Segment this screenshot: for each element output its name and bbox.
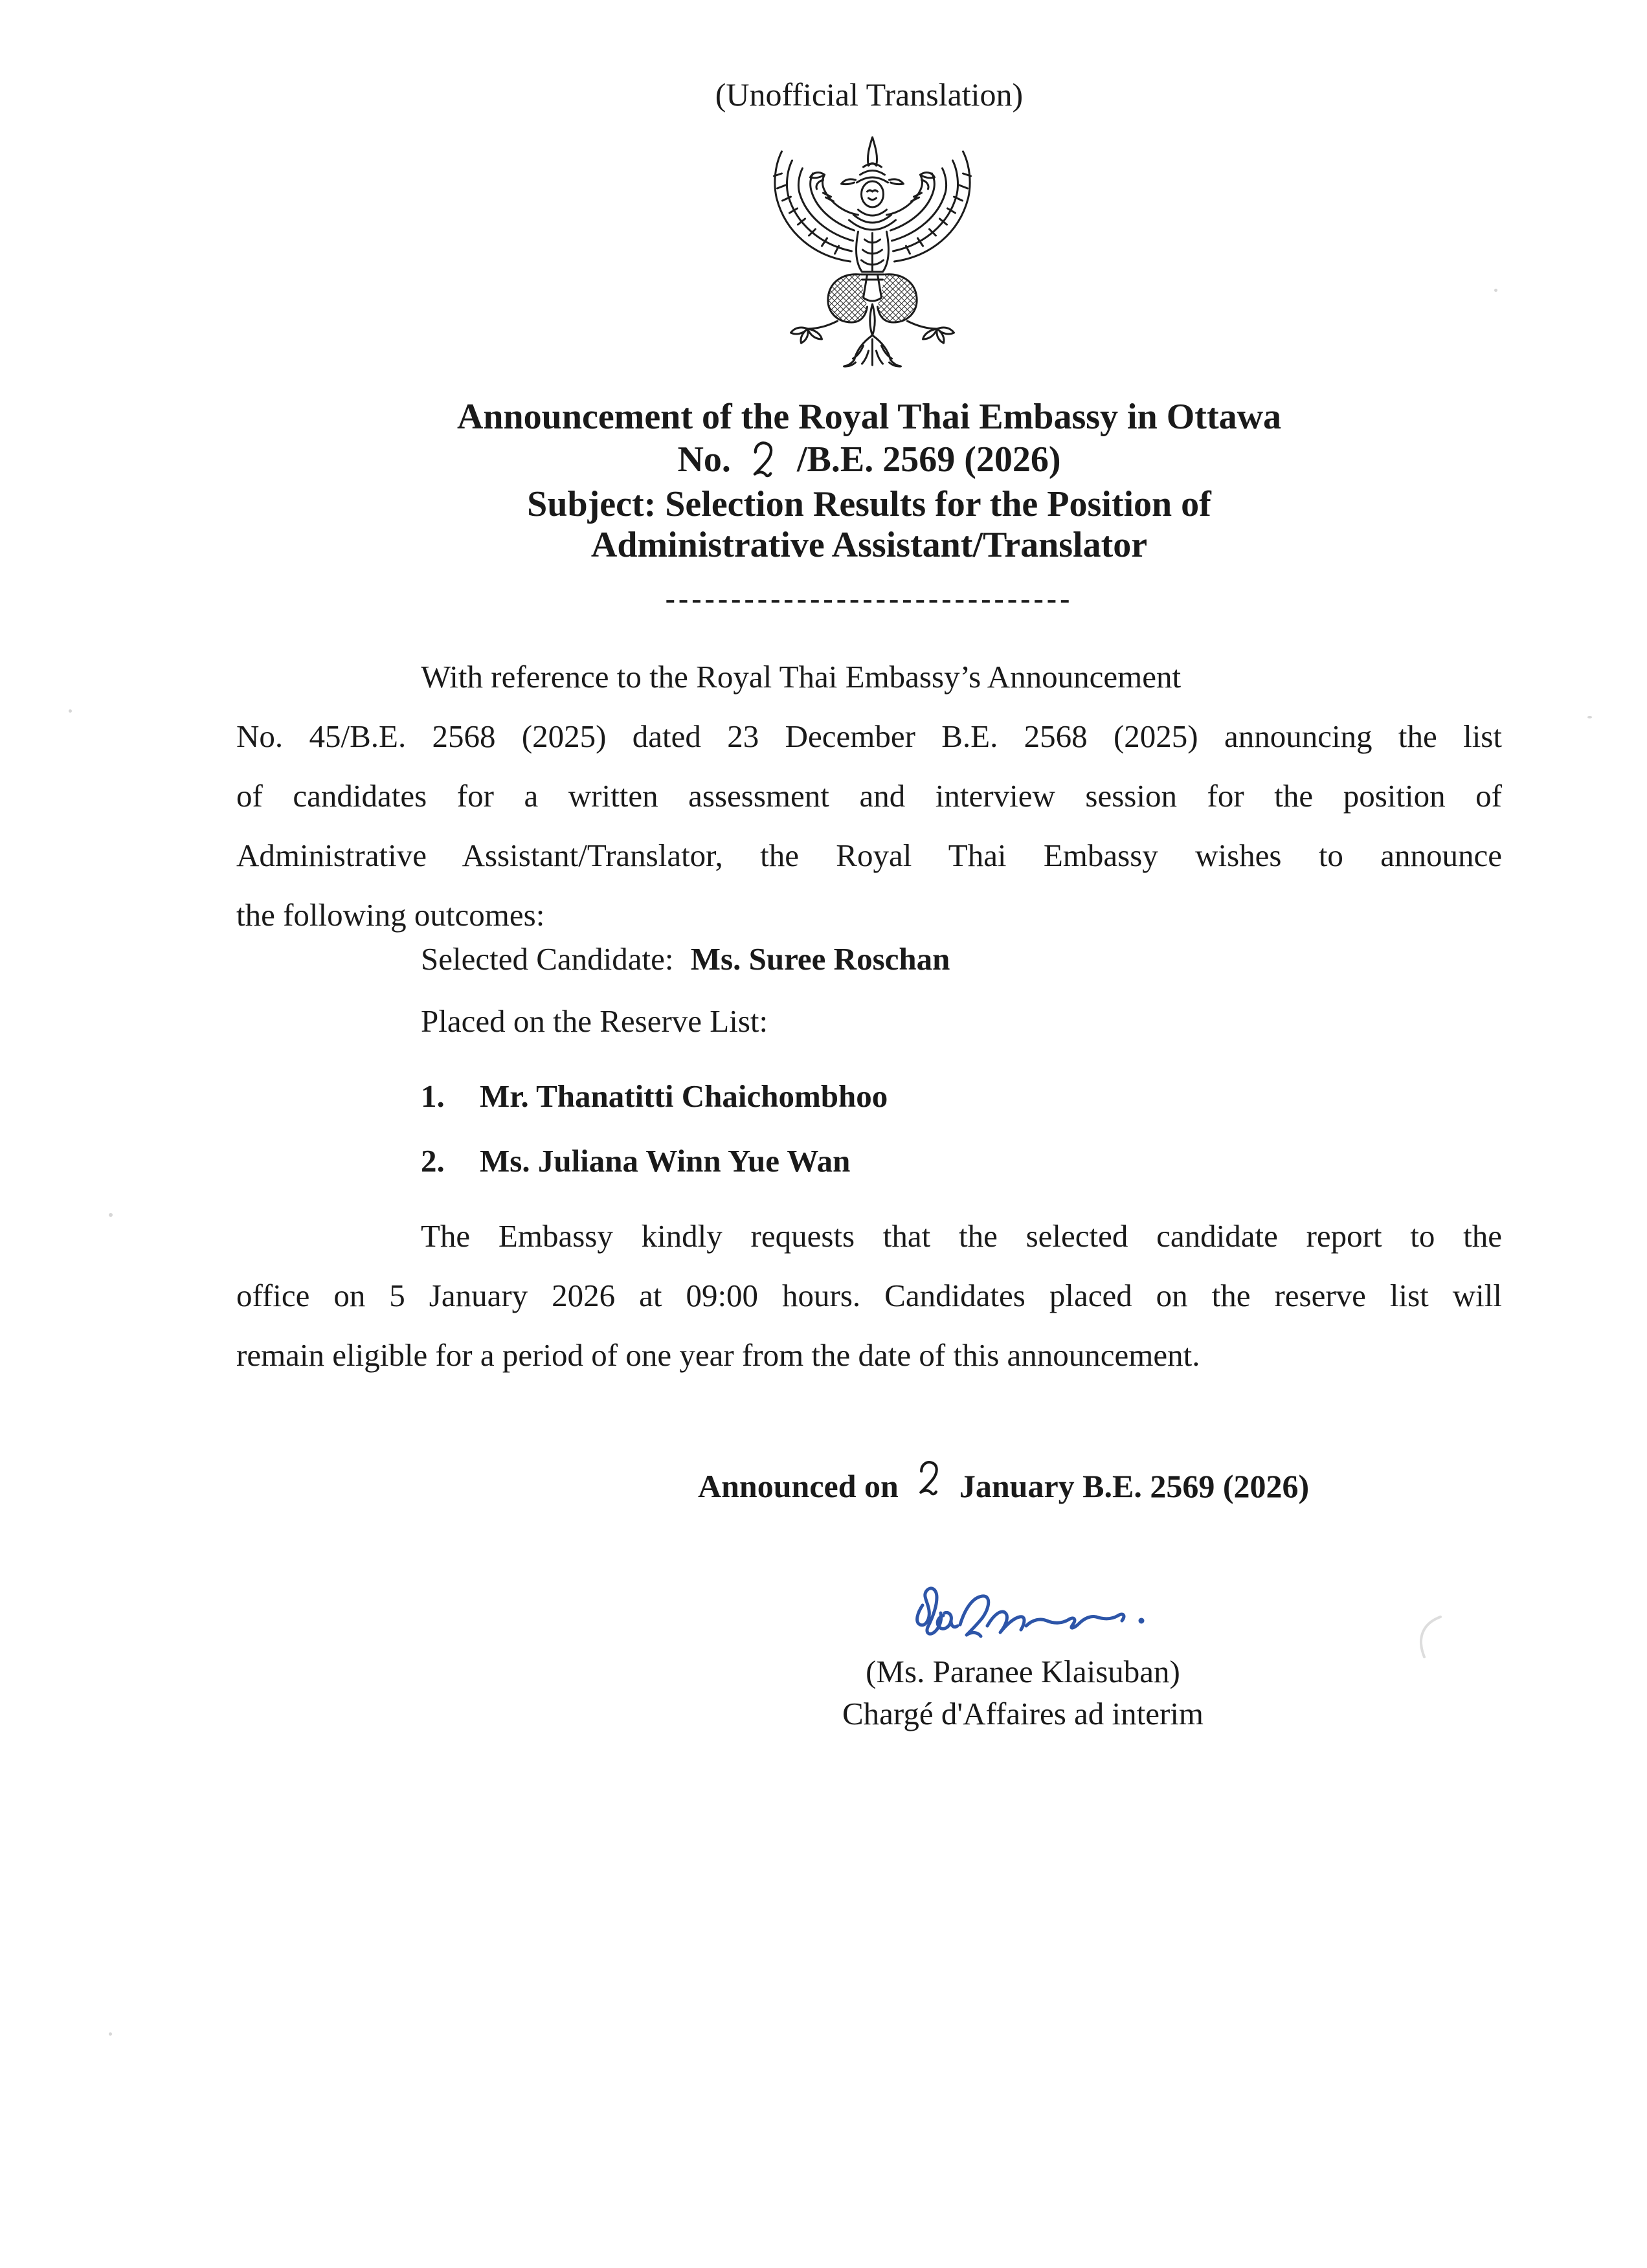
selected-candidate-name: Ms. Suree Roschan — [690, 941, 950, 977]
paragraph-1 — [236, 647, 1502, 945]
title-line-2 — [236, 438, 1502, 482]
signatory-name: (Ms. Paranee Klaisuban) — [866, 1654, 1180, 1689]
paragraph-line: remain eligible for a period of one year from the date of this announcement. — [236, 1337, 1200, 1373]
reserve-list-item — [236, 1067, 1647, 1126]
paragraph-line: of candidates for a written assessment and interview session for the position of — [236, 778, 1502, 814]
scan-speck — [69, 709, 72, 713]
title-no-suffix: /B.E. 2569 (2026) — [796, 439, 1061, 480]
scan-artifact-arc — [1385, 1612, 1450, 1663]
paragraph-line: office on 5 January 2026 at 09:00 hours. Candidates placed on the reserve list will — [236, 1278, 1502, 1313]
selected-candidate-label: Selected Candidate: — [421, 941, 674, 977]
paragraph-line: Administrative Assistant/Translator, the Royal Thai Embassy wishes to announce — [236, 838, 1502, 873]
scan-speck — [1587, 716, 1592, 718]
scan-speck — [109, 2032, 112, 2036]
handwritten-thai-numeral-two-icon — [915, 1456, 943, 1516]
handwritten-signature — [903, 1578, 1169, 1645]
reserve-item-name: Ms. Juliana Winn Yue Wan — [480, 1143, 851, 1179]
paragraph-line: No. 45/B.E. 2568 (2025) dated 23 December B.E. 2568 (2025) announcing the list — [236, 718, 1502, 754]
separator-dashes: ------------------------------- — [665, 582, 1073, 615]
paragraph-line: The Embassy kindly requests that the selected candidate report to the — [421, 1218, 1502, 1254]
reserve-item-number: 1. — [421, 1078, 445, 1114]
announced-on-line — [698, 1456, 1309, 1516]
reserve-list-heading: Placed on the Reserve List: — [421, 1003, 768, 1039]
scan-speck — [109, 1213, 113, 1217]
reserve-list-item — [236, 1131, 1647, 1191]
title-line-3: Subject: Selection Results for the Position of — [527, 484, 1211, 524]
reserve-item-number: 2. — [421, 1143, 445, 1179]
paragraph-line: the following outcomes: — [236, 897, 545, 933]
scan-speck — [1494, 289, 1497, 292]
title-line-4: Administrative Assistant/Translator — [590, 525, 1148, 565]
paragraph-line: With reference to the Royal Thai Embassy’s Announcement — [421, 659, 1182, 695]
announced-prefix: Announced on — [698, 1468, 899, 1504]
paragraph-2 — [236, 1206, 1502, 1385]
reserve-item-name: Mr. Thanatitti Chaichombhoo — [480, 1078, 888, 1114]
announced-suffix: January B.E. 2569 (2026) — [959, 1468, 1310, 1504]
signatory-title: Chargé d'Affaires ad interim — [842, 1696, 1204, 1731]
title-line-1: Announcement of the Royal Thai Embassy in Ottawa — [456, 397, 1282, 437]
selected-candidate-line — [236, 929, 1647, 989]
garuda-emblem-icon — [754, 135, 991, 368]
title-no-prefix: No. — [677, 439, 731, 480]
unofficial-translation-label: (Unofficial Translation) — [715, 76, 1024, 113]
